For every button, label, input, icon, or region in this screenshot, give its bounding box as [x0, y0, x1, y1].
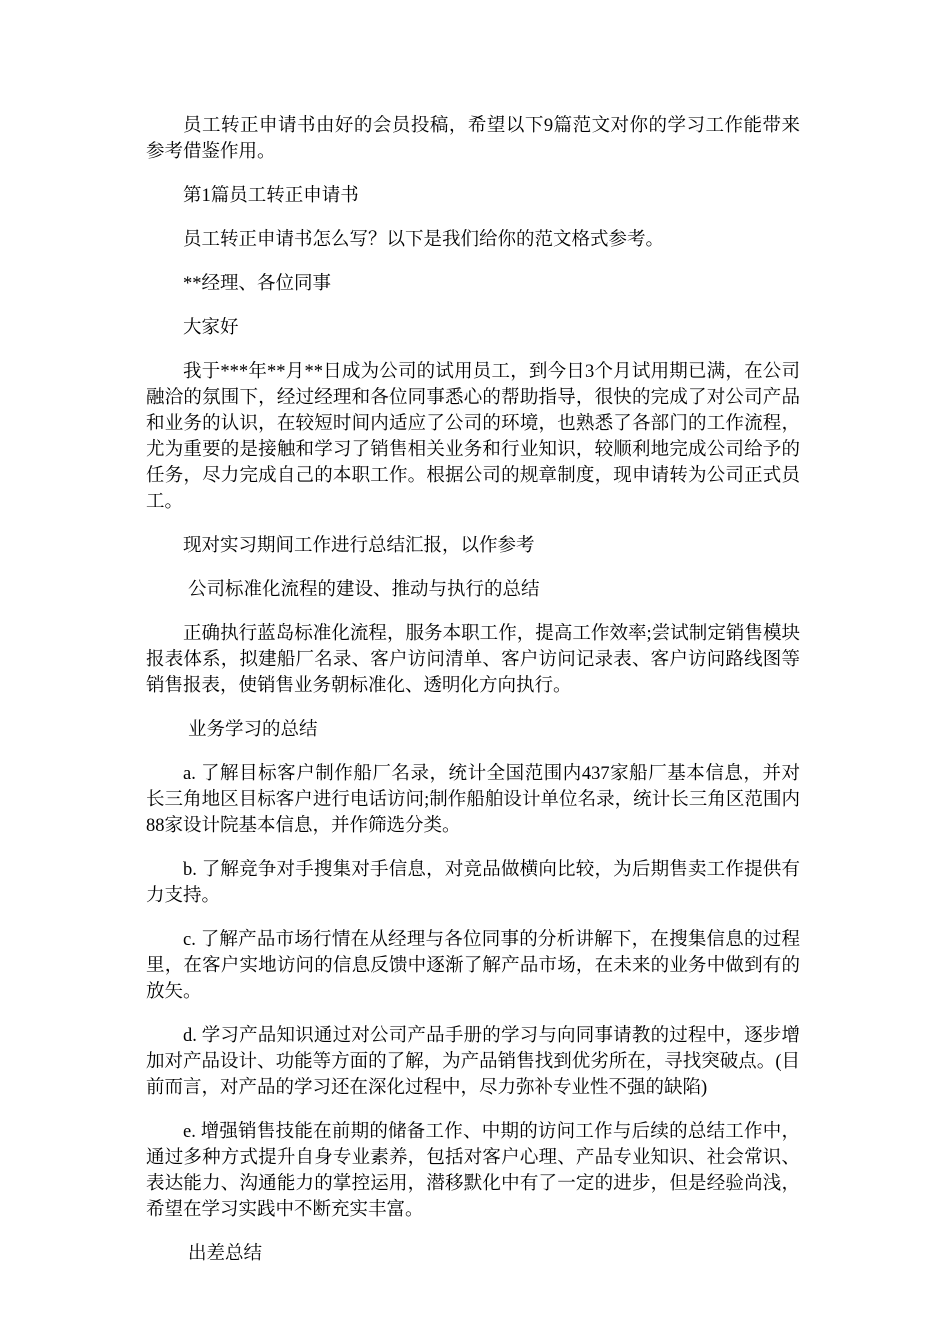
summary-intro-paragraph: 现对实习期间工作进行总结汇报，以作参考: [183, 536, 535, 556]
learning-item-c: c. 了解产品市场行情在从经理与各位同事的分析讲解下，在搜集信息的过程里，在客户实地访问的信息反馈中逐渐了解产品市场，在未来的业务中做到有的放矢。: [146, 930, 800, 1002]
greeting: 大家好: [183, 318, 239, 338]
learning-item-e: e. 增强销售技能在前期的储备工作、中期的访问工作与后续的总结工作中，通过多种方式提升自身专业素养，包括对客户心理、产品专业知识、社会常识、表达能力、沟通能力的掌控运用，潜移默化中有了一定的进步，但是经验尚浅，希望在学习实践中不断充实丰富。: [146, 1122, 800, 1220]
application-paragraph: 我于***年**月**日成为公司的试用员工，到今日3个月试用期已满，在公司融洽的氛围下，经过经理和各位同事悉心的帮助指导，很快的完成了对公司产品和业务的认识，在较短时间内适应了公司的环境，也熟悉了各部门的工作流程，尤为重要的是接触和学习了销售相关业务和行业知识，较顺利地完成公司给予的任务，尽力完成自己的本职工作。根据公司的规章制度，现申请转为公司正式员工。: [146, 362, 800, 512]
section-heading-business-learning: 业务学习的总结: [188, 720, 318, 740]
article-title: 第1篇员工转正申请书: [183, 186, 359, 206]
section-heading-business-trip: 出差总结: [188, 1244, 263, 1264]
learning-item-a: a. 了解目标客户制作船厂名录，统计全国范围内437家船厂基本信息，并对长三角地区目标客户进行电话访问;制作船舶设计单位名录，统计长三角区范围内88家设计院基本信息，并作筛选分类。: [146, 764, 800, 836]
standardization-paragraph: 正确执行蓝岛标准化流程，服务本职工作，提高工作效率;尝试制定销售模块报表体系，拟建船厂名录、客户访问清单、客户访问记录表、客户访问路线图等销售报表，使销售业务朝标准化、透明化方向执行。: [146, 624, 800, 696]
learning-item-b: b. 了解竞争对手搜集对手信息，对竞品做横向比较，为后期售卖工作提供有力支持。: [146, 860, 800, 906]
format-intro-paragraph: 员工转正申请书怎么写？以下是我们给你的范文格式参考。: [183, 230, 665, 250]
salutation: **经理、各位同事: [183, 274, 332, 294]
section-heading-standardization: 公司标准化流程的建设、推动与执行的总结: [188, 580, 540, 600]
intro-paragraph: 员工转正申请书由好的会员投稿，希望以下9篇范文对你的学习工作能带来参考借鉴作用。: [146, 116, 800, 162]
learning-item-d: d. 学习产品知识通过对公司产品手册的学习与向同事请教的过程中，逐步增加对产品设计、功能等方面的了解，为产品销售找到优劣所在，寻找突破点。(目前而言，对产品的学习还在深化过程中，尽力弥补专业性不强的缺陷): [146, 1026, 800, 1098]
document-body: [146, 113, 800, 1267]
